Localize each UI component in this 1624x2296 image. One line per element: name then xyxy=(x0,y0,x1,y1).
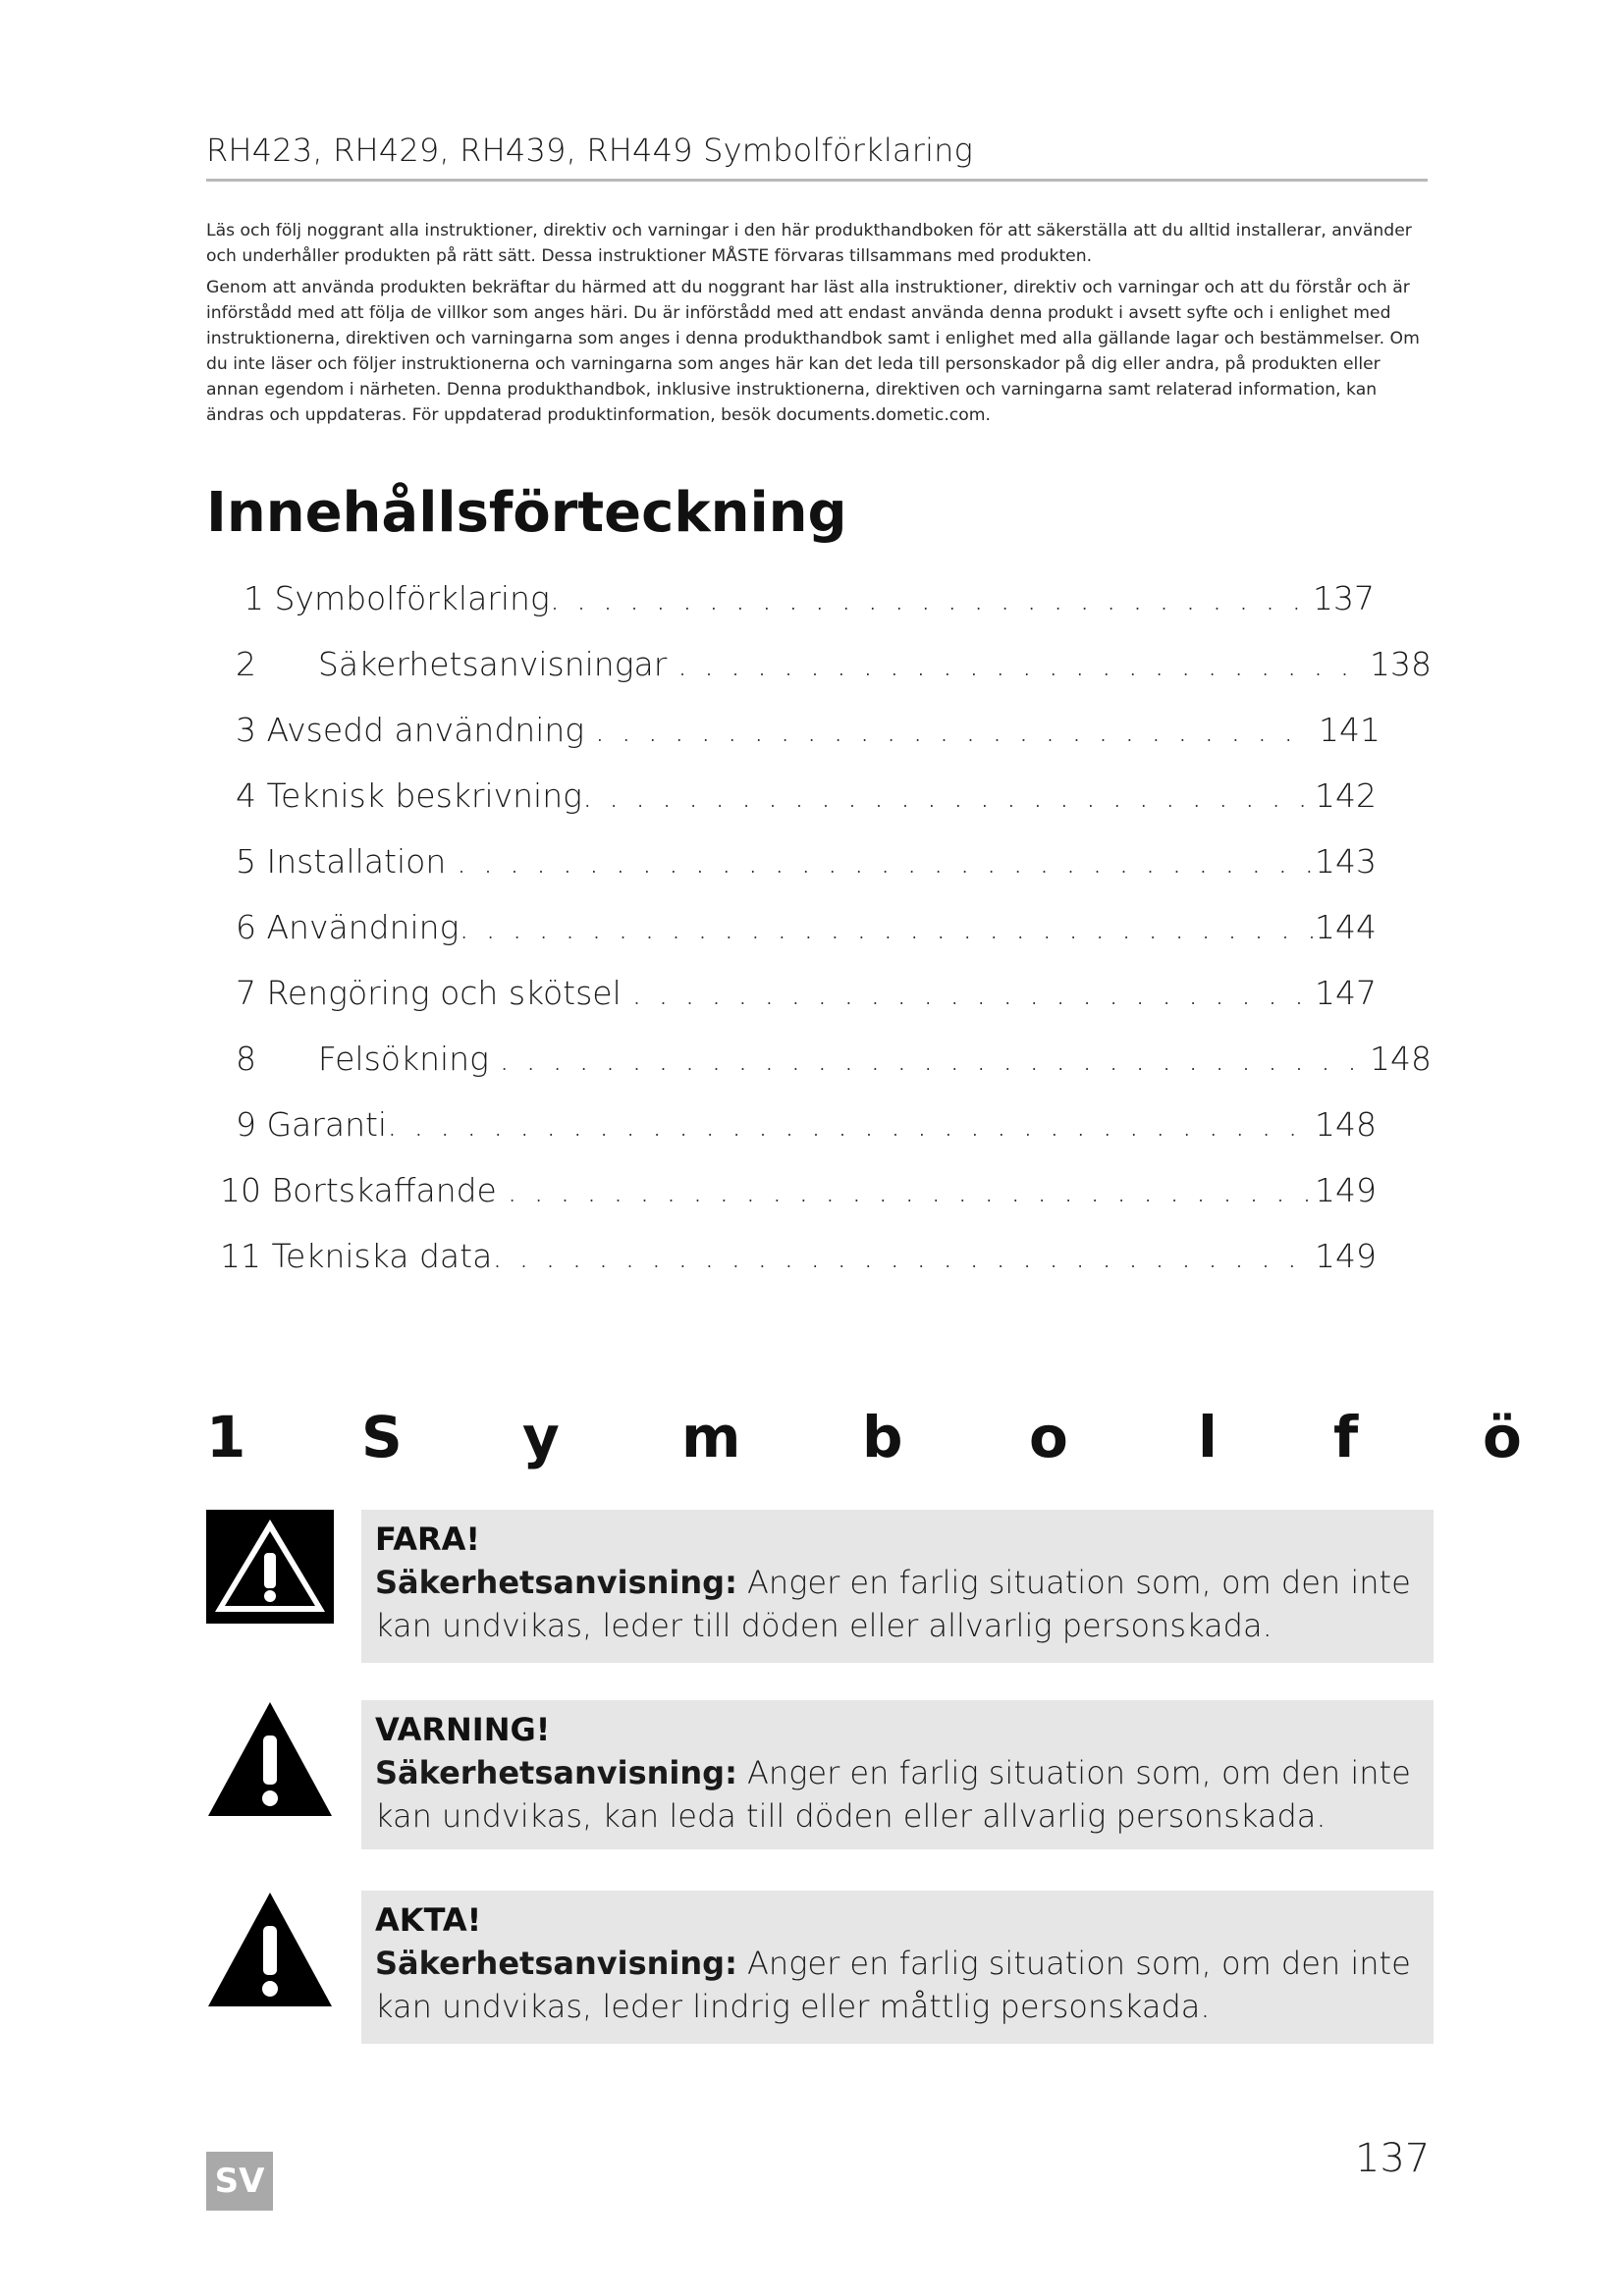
section-heading-letter: f xyxy=(1333,1404,1359,1470)
toc-entry-page: 149 xyxy=(1315,1237,1377,1275)
toc-entry-page: 148 xyxy=(1370,1040,1432,1078)
toc-leader-dots xyxy=(499,1038,1370,1081)
toc-entry[interactable] xyxy=(236,1103,1377,1147)
toc-entry-page: 141 xyxy=(1308,711,1380,749)
toc-entry-label: 11 Tekniska data xyxy=(220,1237,493,1275)
section-heading-letter: ö xyxy=(1483,1404,1522,1470)
toc-entry-page: 147 xyxy=(1315,974,1377,1012)
toc-entry-label: 6 Användning xyxy=(236,908,460,946)
toc-leader-dots xyxy=(387,1103,1315,1147)
toc-entry-label: 3 Avsedd användning xyxy=(236,711,595,749)
danger-notice xyxy=(206,1510,1434,1667)
toc-title: Innehållsförteckning xyxy=(206,481,847,545)
toc-entry-label: 1 Symbolförklaring xyxy=(244,579,550,617)
caution-notice xyxy=(206,1891,1434,2048)
notice-box xyxy=(361,1510,1434,1663)
section-heading-letter: y xyxy=(522,1404,560,1470)
notice-body: Anger en farlig situation som, om den inte kan undvikas, leder till döden eller allvarlig personskada. xyxy=(375,1564,1411,1644)
toc-leader-dots xyxy=(507,1169,1315,1212)
toc-entry[interactable] xyxy=(236,774,1377,818)
toc-leader-dots xyxy=(595,709,1309,752)
header-title: RH423, RH429, RH439, RH449 Symbolförklaring xyxy=(206,132,974,169)
notice-heading: VARNING! xyxy=(375,1711,551,1748)
notice-box xyxy=(361,1700,1434,1849)
toc-entry-page: 144 xyxy=(1315,908,1377,946)
notice-text xyxy=(375,1751,1420,1838)
page-header xyxy=(206,132,1428,182)
toc-entry-label: 5 Installation xyxy=(236,842,457,881)
notice-lead: Säkerhetsanvisning: xyxy=(375,1945,737,1982)
toc-leader-dots xyxy=(582,774,1315,818)
notice-lead: Säkerhetsanvisning: xyxy=(375,1564,737,1601)
notice-box xyxy=(361,1891,1434,2044)
toc-entry-label: 2 Säkerhetsanvisningar xyxy=(236,645,677,683)
toc-entry-label: 9 Garanti xyxy=(236,1105,388,1144)
intro-paragraph-1: Läs och följ noggrant alla instruktioner, direktiv och varningar i den här produkthandboken för att säkerställa att du alltid installerar, använder och underhåller produkten på rätt sätt. Dessa instruktioner MÅSTE förvaras tillsammans med produkten. xyxy=(206,221,1412,266)
section-heading-letter: m xyxy=(681,1404,741,1470)
toc-entry-label: 8 Felsökning xyxy=(236,1040,500,1078)
toc-entry[interactable] xyxy=(220,1169,1377,1212)
notice-body: Anger en farlig situation som, om den inte kan undvikas, leder lindrig eller måttlig personskada. xyxy=(375,1945,1411,2025)
section-heading xyxy=(206,1404,1624,1472)
toc-entry-page: 138 xyxy=(1370,645,1432,683)
toc-leader-dots xyxy=(677,643,1370,686)
toc-entry-page: 143 xyxy=(1315,842,1377,881)
toc-leader-dots xyxy=(457,840,1315,883)
notice-heading: AKTA! xyxy=(375,1901,482,1939)
intro-paragraph-2: Genom att använda produkten bekräftar du härmed att du noggrant har läst alla instruktioner, direktiv och varningar och att du förstår och är införstådd med att följa de villkor som anges häri. Du är införstådd med att endast använda denna produkt i avsett syfte och i enlighet med instruktionerna, direktiven och varningarna som anges i denna produkthandbok samt i enlighet med alla gällande lagar och bestämmelser. Om du inte läser och följer instruktionerna och varningarna som anges här kan det leda till personskador på dig eller andra, på produkten eller annan egendom i närheten. Denna produkthandbok, inklusive instruktionerna, direktiven och varningarna samt relaterad information, kan ändras och uppdateras. För uppdaterad produktinformation, besök documents.dometic.com. xyxy=(206,278,1420,425)
section-heading-letter: 1 xyxy=(206,1404,246,1470)
toc-entry[interactable] xyxy=(244,577,1375,620)
toc-entry-label: 4 Teknisk beskrivning xyxy=(236,776,582,815)
toc-entry-page: 142 xyxy=(1315,776,1377,815)
toc-entry-label: 7 Rengöring och skötsel xyxy=(236,974,632,1012)
toc-leader-dots xyxy=(459,906,1315,949)
toc-entry-page: 148 xyxy=(1315,1105,1377,1144)
section-heading-letter: S xyxy=(361,1404,403,1470)
notice-body: Anger en farlig situation som, om den inte kan undvikas, kan leda till döden eller allvarlig personskada. xyxy=(375,1754,1411,1835)
notice-text xyxy=(375,1942,1420,2028)
toc-leader-dots xyxy=(550,577,1313,620)
toc-entry[interactable] xyxy=(236,906,1377,949)
toc-entry-page: 149 xyxy=(1315,1171,1377,1209)
warning-notice xyxy=(206,1700,1434,1857)
page-number: 137 xyxy=(1355,2136,1431,2181)
section-heading-letter: b xyxy=(862,1404,903,1470)
toc-entry[interactable] xyxy=(236,709,1380,752)
section-heading-letter: l xyxy=(1198,1404,1218,1470)
notice-lead: Säkerhetsanvisning: xyxy=(375,1754,737,1791)
toc-leader-dots xyxy=(492,1235,1315,1278)
toc-entry[interactable] xyxy=(236,840,1377,883)
notice-heading: FARA! xyxy=(375,1521,480,1558)
toc-leader-dots xyxy=(631,972,1315,1015)
warning-square-icon xyxy=(206,1510,334,1628)
notice-text xyxy=(375,1561,1420,1647)
toc-entry[interactable] xyxy=(236,1038,1432,1081)
toc-entry-page: 137 xyxy=(1313,579,1375,617)
header-divider xyxy=(206,179,1428,182)
language-badge: SV xyxy=(206,2152,273,2211)
toc-entry[interactable] xyxy=(236,643,1432,686)
intro-text xyxy=(206,218,1434,434)
toc-entry[interactable] xyxy=(220,1235,1377,1278)
warning-triangle-icon xyxy=(206,1700,334,1818)
toc-entry-label: 10 Bortskaffande xyxy=(220,1171,508,1209)
section-heading-letter: o xyxy=(1029,1404,1068,1470)
caution-triangle-icon xyxy=(206,1891,334,2008)
toc-entry[interactable] xyxy=(236,972,1377,1015)
